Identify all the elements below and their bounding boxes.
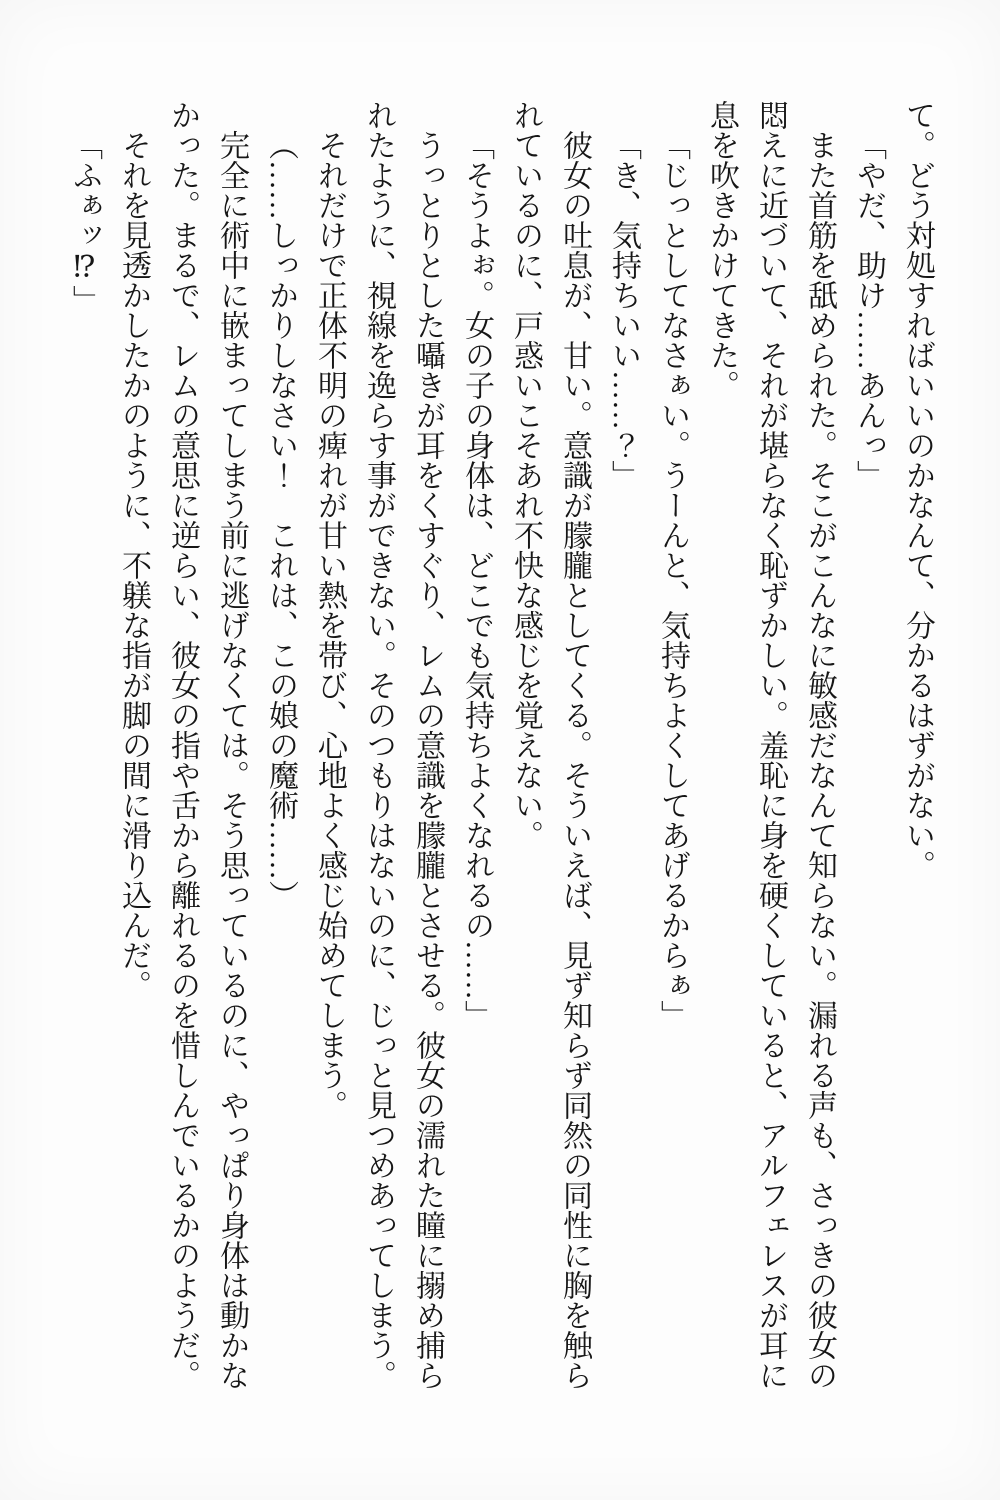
paragraph: それを見透かしたかのように、不躾な指が脚の間に滑り込んだ。 <box>117 130 150 1000</box>
paragraph-dialogue: 「き、気持ちいい……？」 <box>607 130 640 490</box>
paragraph: それだけで正体不明の痺れが甘い熱を帯び、心地よく感じ始めてしまう。 <box>313 130 346 1120</box>
paragraph-thought: （……しっかりしなさい！ これは、この娘の魔術……） <box>264 130 297 910</box>
paragraph-dialogue: 「ふぁッ⁉」 <box>68 130 101 315</box>
paragraph: て。どう対処すればいいのかなんて、分かるはずがない。 <box>901 100 934 880</box>
paragraph: 完全に術中に嵌まってしまう前に逃げなくては。そう思っているのに、やっぱり身体は動かなかった。まるで、レムの意思に逆らい、彼女の指や舌から離れるのを惜しんでいるかのようだ。 <box>166 100 248 1390</box>
page-text-block <box>60 100 942 1390</box>
paragraph-dialogue: 「じっとしてなさぁい。うーんと、気持ちよくしてあげるからぁ」 <box>656 130 689 1030</box>
paragraph: うっとりとした囁きが耳をくすぐり、レムの意識を朦朧とさせる。彼女の濡れた瞳に搦め捕られたように、視線を逸らす事ができない。そのつもりはないのに、じっと見つめあってしまう。 <box>362 100 444 1390</box>
paragraph-dialogue: 「やだ、助け……あんっ」 <box>852 130 885 490</box>
paragraph: 彼女の吐息が、甘い。意識が朦朧としてくる。そういえば、見ず知らず同然の同性に胸を触られているのに、戸惑いこそあれ不快な感じを覚えない。 <box>509 100 591 1390</box>
paragraph-dialogue: 「そうよぉ。女の子の身体は、どこでも気持ちよくなれるの……」 <box>460 130 493 1030</box>
paragraph: また首筋を舐められた。そこがこんなに敏感だなんて知らない。漏れる声も、さっきの彼女の悶えに近づいて、それが堪らなく恥ずかしい。羞恥に身を硬くしていると、アルフェレスが耳に息を吹きかけてきた。 <box>705 100 836 1390</box>
